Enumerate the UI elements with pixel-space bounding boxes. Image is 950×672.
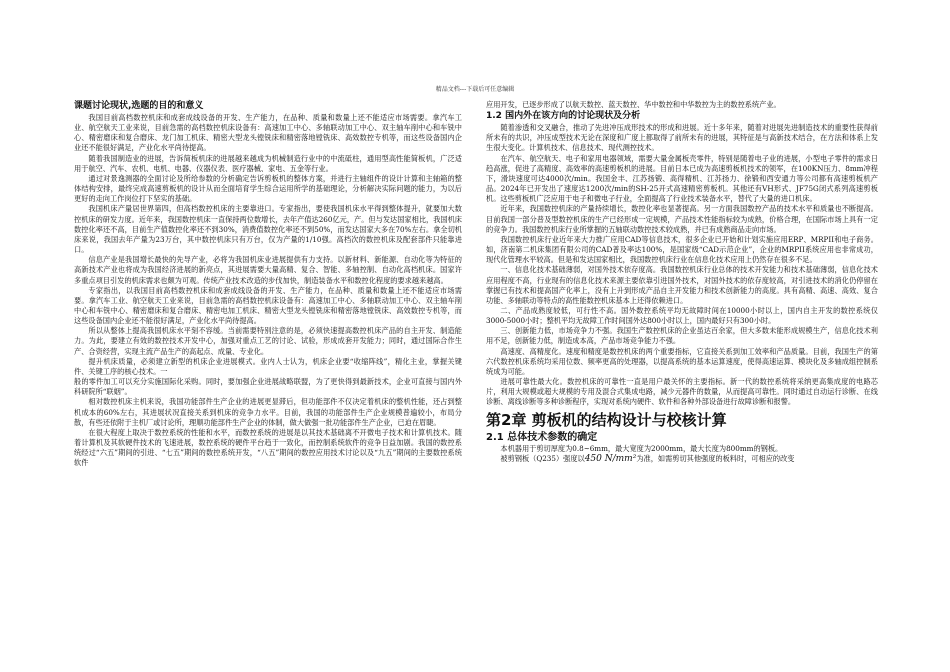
paragraph: 我国目前高档数控机床和成套成线设备的开发、生产能力，在品种、质量和数量上还不能适应市场需要。拿汽车工业、航空航天工业来说，目前急需的高档数控机床设备有：高速加工中心、多轴联动加工中心、双主轴车削中心和车铣中心、精密磨床和复合磨床、龙门加工机床、精密大型龙头镗铣床和精密落地镗铣床、高效数控专机等，而这些设备国内企业还不能很好满足，产业化水平尚待提高。 (74, 113, 462, 153)
text-run: 被剪钢板（Q235）强度以 (500, 453, 585, 463)
page-header: 精品文档---下载后可任意编辑 (435, 86, 515, 93)
paragraph: 在汽车、航空航天、电子和家用电器领域，需要大量金属板壳零件，特别是随着电子业的进展，小型电子零件的需求日趋高涨，促进了高精度、高效率的高速剪板机的进展。目前日本已成为高速剪板机技术的领军，在100KN压力、8mm冲程下，滑块速度可达4000次/min。我国金丰、江苏扬锻、高得精机、江苏扬力、徐锻和西安通力等公司都有高速剪板机产品。2024年已开发出了速度达1200次/min的SH-25开式高速精密剪板机。其他还有VH形式、JF75G闭式系列高速剪板机。这些剪板机广泛应用于电子和微电子行业，全面提高了行业技术装备水平，替代了大量的进口机床。 (486, 153, 878, 204)
paragraph: 提升机床质量，必须建立新型的机床企业进展模式。业内人士认为，机床企业要“收缩阵线”，精化主业，掌握关键件、关键工序的核心技术。一 (74, 356, 462, 376)
paragraph: 高速度、高精度化。速度和精度是数控机床的两个重要指标，它直接关系到加工效率和产品质量。目前，我国生产的第六代数控机床系统均采用位数、频率更高的处理器，以提高系统的基本运算速度，使得高速运算、模块化及多轴成组控制系统成为可能。 (486, 346, 878, 376)
right-column (486, 100, 878, 464)
paragraph: 应用开发，已逐步形成了以航天数控、蓝天数控、华中数控和中华数控为主的数控系统产业。 (486, 100, 781, 109)
paragraph: 二、产品成熟度较低，可行性不高。国外数控系统平均无故障时间在10000小时以上，国内自主开发的数控系统仅3000-5000小时；整机平均无故障工作时间国外达800小时以上，国内最好只有300小时。 (486, 305, 878, 326)
paragraph: 随着渗透和交叉融合，推动了先进冲压成形技术的形成和进展。近十多年来，随着对进展先进制造技术的重要性获得前所未有的共识，冲压成型技术无论在深度和广度上都取得了前所未有的进展，其特征是与高新技术结合，在方法和体系上发生很大变化。计算机技术、信息技术、现代测控技术。 (486, 123, 878, 153)
section-heading-research-status: 课题讨论现状,选题的目的和意义 (74, 101, 204, 111)
paragraph-with-formula (486, 454, 878, 464)
paragraph: 三、创新能力低，市场竞争力不强。我国生产数控机床的企业虽达百余家，但大多数未能形成规模生产，信息化技术利用不足，创新能力低，制造成本高，产品市场竞争能力不强。 (486, 326, 878, 346)
text-run: 为准，如需剪切其他强度的板料时，可相应的改变 (636, 453, 795, 463)
paragraph: 一、信息化技术基础薄弱，对国外技术依存度高。我国数控机床行业总体的技术开发能力和技术基础薄弱，信息化技术应用程度不高，行业现有的信息化技术来源主要依靠引进国外技术，对国外技术的依存度较高，对引进技术的消化仍停留在掌握已有技术和提高国产化率上，没有上升到形成产品自主开发能力和技术创新能力的高度。具有高精、高速、高效、复合功能、多轴联动等特点的高性能数控机床基本上还得依赖进口。 (486, 265, 878, 305)
chapter-heading: 第2章 剪板机的结构设计与校核计算 (486, 410, 727, 429)
paragraph: 我国机床产量居世界第四，但高档数控机床的主要靠进口。专家指出，要使我国机床水平得到整体提升，就要加大数控机床的研发力度。近年来，我国数控机床一直保持两位数增长，去年产值达260亿元，产。但与发达国家相比，我国机床数控化率还不高，目前生产值数控化率还不到30%，消费值数控化率还不到50%，而发达国家大多在70%左右。拿全切机床来说，我国去年产量为23万台，其中数控机床只有万台，仅为产量的1/10强。高档次的数控机床及配套部件只能靠进口。 (74, 204, 462, 255)
paragraph: 相对数控机床主机来说，我国功能部件生产企业的进展更显滞后，但功能部件不仅决定着机床的整机性能，还占到整机成本的60%左右，其进展状况直接关系到机床的竞争力水平。目前，我国的功能部件生产企业规模普遍较小，布局分散，有些还依附于主机厂或讨论所，理顺功能部件生产企业的体制，做大做强一批功能部件生产企业，已迫在眉睫。 (74, 397, 462, 427)
paragraph: 信息产业是我国增长最快的先导产业，必将为我国机床业进展提供有力支持。以新材料、新能源、自动化等为特征的高新技术产业也将成为我国经济进展的新亮点，其进展需要大量高精、复合、智能、多轴控制、自动化高档机床。国家许多重点项目引发的机床需求也颇为可观。传统产业技术改造的步伐加快，制造装备水平和数控化程度的要求越来越高。 (74, 255, 462, 285)
paragraph: 通过对景逸测器的全面讨论及所给参数的分析确定告诉剪板机的整体方案，并进行主轴组件的设计计算和主轴箱的整体结构安排，最终完成高速剪板机的设计从而全面培育学生综合运用所学的基础理论，分析解决实际问题的能力，为以后更好的走向工作岗位打下坚实的基础。 (74, 173, 462, 204)
paragraph: 进展可靠性最大化。数控机床的可靠性一直是用户最关怀的主要指标。新一代的数控系统将采纳更高集成度的电路芯片，利用大规模或超大规模的专用及混合式集成电路，减少元器件的数量，从而提高可靠性。同时通过自动运行诊断、在线诊断、离线诊断等多种诊断程序，实现对系统内硬件、软件和各种外部设备进行故障诊断和报警。 (486, 377, 878, 407)
paragraph: 近年来，我国数控机床的产量持续增长，数控化率也显著提高。另一方面我国数控产品的技术水平和质量也不断提高。目前我国一部分普及型数控机床的生产已经形成一定规模，产品技术性能指标较为成熟，价格合理，在国际市场上具有一定的竞争力。我国数控机床行业所掌握的五轴联动数控技术较成熟，并已有成熟商品走向市场。 (486, 204, 878, 234)
paragraph: 我国数控机床行业近年来大力推广应用CAD等信息技术，很多企业已开始和计划实施应用ERP、MRPII和电子商务。如，济南第二机床集团有限公司的CAD普及率达100%，是国家级“CAD示范企业”，企业的MRPII系统应用也非常成功，现代化管理水平较高。但是和发达国家相比，我国数控机床行业在信息化技术应用上仍然存在很多不足。 (486, 234, 878, 265)
section-heading-1-2: 1.2 国内外在该方向的讨论现状及分析 (486, 111, 641, 122)
paragraph: 本机器用于剪切厚度为0.8~6mm，最大宽度为2000mm，最大长度为800mm的钢板。 (500, 443, 783, 453)
paragraph: 专家指出，以我国目前高档数控机床和成套成线设备的开发、生产能力，在品种、质量和数量上还不能适应市场需要。拿汽车工业、航空航天工业来说，目前急需的高档数控机床设备有：高速加工中心、多轴联动加工中心、双主轴车削中心和车铣中心、精密磨床和复合磨床、精密电加工机床、精密大型龙头镗铣床和精密落地镗铣床、高效数控专机等，而这些设备国内企业还不能很好满足，产业化水平尚待提高。 (74, 285, 462, 326)
left-column (74, 100, 462, 468)
subsection-heading-2-1: 2.1 总体技术参数的确定 (486, 431, 598, 443)
paragraph: 般的零件加工可以充分实施国际化采购。同时，要加强企业进展战略联盟，为了更快得到最新技术，企业可直接与国内外科研院所“联姻”。 (74, 377, 462, 397)
paragraph: 随着我国制造业的进展，告诉简板机床的进展越来越成为机械制造行业中的中流砥柱，通用型高性能简板机，广泛适用于航空、汽车、农机、电机、电器、仪器仪表、医疗器械、家电、五金等行业。 (74, 153, 462, 173)
paragraph: 在很大程度上取决于数控系统的性能和水平，而数控系统的进展是以其技术基础离不开微电子技术和计算机技术。随着计算机及其软硬件技术的飞速进展，数控系统的硬件平台趋于一致化，而控制系统软件的竞争日益加剧。我国的数控系统经过“六五”期间的引进、“七五”期间的数控系统开发，“八五”期间的数控应用技术讨论以及“九五”期间的主要数控系统软件 (74, 427, 462, 468)
strength-formula: 450 N/mm² (584, 453, 637, 464)
paragraph: 所以从整体上提高我国机床水平刻不容缓。当前需要特别注意的是，必须快速提高数控机床产品的自主开发、制造能力。为此，要建立有效的数控技术开发中心，加强对重点工艺的讨论、试验，形成成套开发能力；同时，通过国际合作生产、合资经营，实现主流产品生产的高起点、成量、专业化。 (74, 326, 462, 356)
